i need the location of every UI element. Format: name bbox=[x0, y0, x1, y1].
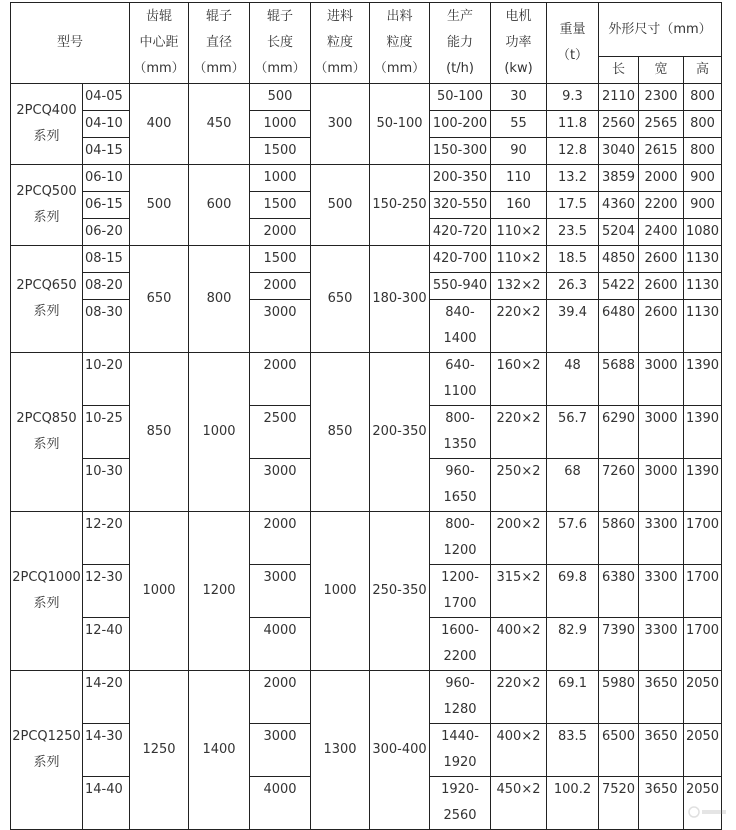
sub-model: 08-30 bbox=[83, 300, 130, 353]
capacity-line: 1200 bbox=[430, 538, 490, 564]
dim-length-value: 3859 bbox=[599, 165, 639, 192]
gear-center-value: 1250 bbox=[130, 671, 189, 830]
weight-value: 12.8 bbox=[547, 138, 599, 165]
series-name: 2PCQ500 系列 bbox=[11, 165, 83, 246]
feed-size-value: 1000 bbox=[311, 512, 370, 671]
dim-length-value: 5980 bbox=[599, 671, 639, 724]
capacity-value bbox=[430, 671, 491, 724]
motor-power-value: 315×2 bbox=[491, 565, 547, 618]
capacity-value: 550-940 bbox=[430, 273, 491, 300]
roll-diameter-value: 1000 bbox=[189, 353, 250, 512]
sub-model: 04-05 bbox=[83, 84, 130, 111]
dim-length-value: 5860 bbox=[599, 512, 639, 565]
dim-width-value: 2400 bbox=[639, 219, 684, 246]
dim-width-value: 3300 bbox=[639, 618, 684, 671]
roll-length-value: 2500 bbox=[250, 406, 311, 459]
roll-length-value: 1500 bbox=[250, 246, 311, 273]
dim-length-value: 4360 bbox=[599, 192, 639, 219]
gear-center-value: 850 bbox=[130, 353, 189, 512]
roll-length-value: 1000 bbox=[250, 111, 311, 138]
dim-length-value: 6500 bbox=[599, 724, 639, 777]
capacity-line: 1200- bbox=[430, 565, 490, 591]
header-dimensions: 外形尺寸（mm） bbox=[599, 3, 722, 57]
sub-model: 14-40 bbox=[83, 777, 130, 830]
header-length: 长 bbox=[599, 57, 639, 84]
motor-power-value: 400×2 bbox=[491, 618, 547, 671]
sub-model: 08-15 bbox=[83, 246, 130, 273]
dim-length-value: 5204 bbox=[599, 219, 639, 246]
capacity-value bbox=[430, 406, 491, 459]
weight-value: 26.3 bbox=[547, 273, 599, 300]
spec-table bbox=[10, 2, 722, 830]
weight-value: 83.5 bbox=[547, 724, 599, 777]
capacity-value: 200-350 bbox=[430, 165, 491, 192]
spec-body bbox=[11, 84, 722, 830]
dim-width-value: 2600 bbox=[639, 300, 684, 353]
weight-value: 11.8 bbox=[547, 111, 599, 138]
dim-height-value: 800 bbox=[684, 111, 722, 138]
header-model: 型号 bbox=[11, 3, 130, 84]
roll-length-value: 3000 bbox=[250, 724, 311, 777]
table-row bbox=[11, 671, 722, 724]
weight-value: 69.8 bbox=[547, 565, 599, 618]
feed-size-value: 500 bbox=[311, 165, 370, 246]
header-height: 高 bbox=[684, 57, 722, 84]
capacity-value: 420-700 bbox=[430, 246, 491, 273]
roll-diameter-value: 800 bbox=[189, 246, 250, 353]
sub-model: 12-20 bbox=[83, 512, 130, 565]
dim-height-value: 1130 bbox=[684, 300, 722, 353]
sub-model: 04-10 bbox=[83, 111, 130, 138]
dim-height-value: 1700 bbox=[684, 512, 722, 565]
roll-length-value: 1000 bbox=[250, 165, 311, 192]
capacity-value: 420-720 bbox=[430, 219, 491, 246]
capacity-value bbox=[430, 724, 491, 777]
dim-length-value: 6290 bbox=[599, 406, 639, 459]
capacity-value bbox=[430, 459, 491, 512]
sub-model: 10-20 bbox=[83, 353, 130, 406]
capacity-value: 320-550 bbox=[430, 192, 491, 219]
capacity-value bbox=[430, 618, 491, 671]
roll-diameter-value: 1400 bbox=[189, 671, 250, 830]
series-name: 2PCQ850 系列 bbox=[11, 353, 83, 512]
dim-width-value: 3300 bbox=[639, 565, 684, 618]
motor-power-value: 110 bbox=[491, 165, 547, 192]
weight-value: 13.2 bbox=[547, 165, 599, 192]
dim-width-value: 3650 bbox=[639, 671, 684, 724]
weight-value: 9.3 bbox=[547, 84, 599, 111]
motor-power-value: 450×2 bbox=[491, 777, 547, 830]
roll-length-value: 2000 bbox=[250, 512, 311, 565]
dim-height-value: 900 bbox=[684, 165, 722, 192]
weight-value: 48 bbox=[547, 353, 599, 406]
motor-power-value: 220×2 bbox=[491, 671, 547, 724]
dim-length-value: 7390 bbox=[599, 618, 639, 671]
dim-width-value: 2000 bbox=[639, 165, 684, 192]
table-row bbox=[11, 246, 722, 273]
capacity-line: 1600- bbox=[430, 618, 490, 644]
dim-width-value: 2200 bbox=[639, 192, 684, 219]
motor-power-value: 220×2 bbox=[491, 406, 547, 459]
roll-length-value: 2000 bbox=[250, 219, 311, 246]
capacity-value bbox=[430, 777, 491, 830]
series-name: 2PCQ1250 系列 bbox=[11, 671, 83, 830]
sub-model: 14-30 bbox=[83, 724, 130, 777]
table-row bbox=[11, 512, 722, 565]
motor-power-value: 110×2 bbox=[491, 219, 547, 246]
capacity-line: 2200 bbox=[430, 644, 490, 670]
dim-width-value: 2565 bbox=[639, 111, 684, 138]
discharge-size-value: 200-350 bbox=[370, 353, 430, 512]
gear-center-value: 650 bbox=[130, 246, 189, 353]
dim-width-value: 2600 bbox=[639, 246, 684, 273]
header-weight: 重量 （t） bbox=[547, 3, 599, 84]
dim-width-value: 2615 bbox=[639, 138, 684, 165]
dim-height-value: 1080 bbox=[684, 219, 722, 246]
gear-center-value: 500 bbox=[130, 165, 189, 246]
capacity-line: 1400 bbox=[430, 326, 490, 352]
roll-length-value: 3000 bbox=[250, 300, 311, 353]
motor-power-value: 90 bbox=[491, 138, 547, 165]
sub-model: 06-20 bbox=[83, 219, 130, 246]
roll-diameter-value: 1200 bbox=[189, 512, 250, 671]
sub-model: 10-25 bbox=[83, 406, 130, 459]
capacity-line: 800- bbox=[430, 512, 490, 538]
dim-length-value: 3040 bbox=[599, 138, 639, 165]
dim-length-value: 2560 bbox=[599, 111, 639, 138]
dim-height-value: 900 bbox=[684, 192, 722, 219]
series-name: 2PCQ650 系列 bbox=[11, 246, 83, 353]
feed-size-value: 650 bbox=[311, 246, 370, 353]
motor-power-value: 110×2 bbox=[491, 246, 547, 273]
capacity-line: 1440- bbox=[430, 724, 490, 750]
dim-length-value: 5688 bbox=[599, 353, 639, 406]
sub-model: 06-15 bbox=[83, 192, 130, 219]
capacity-line: 1920- bbox=[430, 777, 490, 803]
motor-power-value: 132×2 bbox=[491, 273, 547, 300]
roll-diameter-value: 450 bbox=[189, 84, 250, 165]
dim-width-value: 3000 bbox=[639, 353, 684, 406]
gear-center-value: 1000 bbox=[130, 512, 189, 671]
weight-value: 69.1 bbox=[547, 671, 599, 724]
capacity-line: 1100 bbox=[430, 379, 490, 405]
dim-height-value: 800 bbox=[684, 138, 722, 165]
dim-height-value: 1390 bbox=[684, 353, 722, 406]
capacity-line: 1350 bbox=[430, 432, 490, 458]
dim-height-value: 1130 bbox=[684, 246, 722, 273]
gear-center-value: 400 bbox=[130, 84, 189, 165]
header-motor-power: 电机 功率 (kw) bbox=[491, 3, 547, 84]
header-feed-size: 进料 粒度 （mm） bbox=[311, 3, 370, 84]
dim-length-value: 6480 bbox=[599, 300, 639, 353]
dim-length-value: 4850 bbox=[599, 246, 639, 273]
dim-height-value: 1130 bbox=[684, 273, 722, 300]
roll-diameter-value: 600 bbox=[189, 165, 250, 246]
watermark-logo bbox=[688, 805, 728, 819]
table-row bbox=[11, 353, 722, 406]
header-width: 宽 bbox=[639, 57, 684, 84]
weight-value: 18.5 bbox=[547, 246, 599, 273]
sub-model: 10-30 bbox=[83, 459, 130, 512]
series-name: 2PCQ1000 系列 bbox=[11, 512, 83, 671]
weight-value: 56.7 bbox=[547, 406, 599, 459]
dim-length-value: 7520 bbox=[599, 777, 639, 830]
dim-height-value: 1390 bbox=[684, 406, 722, 459]
sub-model: 08-20 bbox=[83, 273, 130, 300]
roll-length-value: 3000 bbox=[250, 459, 311, 512]
weight-value: 100.2 bbox=[547, 777, 599, 830]
motor-power-value: 160 bbox=[491, 192, 547, 219]
capacity-value bbox=[430, 300, 491, 353]
motor-power-value: 30 bbox=[491, 84, 547, 111]
capacity-value bbox=[430, 353, 491, 406]
capacity-line: 2560 bbox=[430, 803, 490, 829]
motor-power-value: 160×2 bbox=[491, 353, 547, 406]
header-row bbox=[11, 3, 722, 57]
sub-model: 12-30 bbox=[83, 565, 130, 618]
header-gear-center: 齿辊 中心距 （mm） bbox=[130, 3, 189, 84]
capacity-line: 1920 bbox=[430, 750, 490, 776]
capacity-value bbox=[430, 512, 491, 565]
roll-length-value: 4000 bbox=[250, 777, 311, 830]
table-row bbox=[11, 84, 722, 111]
capacity-line: 640- bbox=[430, 353, 490, 379]
capacity-value: 150-300 bbox=[430, 138, 491, 165]
dim-width-value: 2300 bbox=[639, 84, 684, 111]
motor-power-value: 250×2 bbox=[491, 459, 547, 512]
sub-model: 14-20 bbox=[83, 671, 130, 724]
motor-power-value: 400×2 bbox=[491, 724, 547, 777]
dim-width-value: 3300 bbox=[639, 512, 684, 565]
feed-size-value: 300 bbox=[311, 84, 370, 165]
dim-height-value: 1700 bbox=[684, 618, 722, 671]
capacity-value: 100-200 bbox=[430, 111, 491, 138]
capacity-line: 800- bbox=[430, 406, 490, 432]
sub-model: 12-40 bbox=[83, 618, 130, 671]
dim-length-value: 5422 bbox=[599, 273, 639, 300]
table-row bbox=[11, 165, 722, 192]
motor-power-value: 200×2 bbox=[491, 512, 547, 565]
discharge-size-value: 250-350 bbox=[370, 512, 430, 671]
dim-width-value: 3650 bbox=[639, 724, 684, 777]
weight-value: 68 bbox=[547, 459, 599, 512]
dim-length-value: 7260 bbox=[599, 459, 639, 512]
series-name: 2PCQ400 系列 bbox=[11, 84, 83, 165]
weight-value: 17.5 bbox=[547, 192, 599, 219]
discharge-size-value: 180-300 bbox=[370, 246, 430, 353]
dim-width-value: 3000 bbox=[639, 459, 684, 512]
capacity-line: 960- bbox=[430, 459, 490, 485]
roll-length-value: 500 bbox=[250, 84, 311, 111]
roll-length-value: 1500 bbox=[250, 138, 311, 165]
discharge-size-value: 50-100 bbox=[370, 84, 430, 165]
feed-size-value: 850 bbox=[311, 353, 370, 512]
capacity-line: 1700 bbox=[430, 591, 490, 617]
roll-length-value: 4000 bbox=[250, 618, 311, 671]
dim-height-value: 2050 bbox=[684, 724, 722, 777]
dim-height-value: 1390 bbox=[684, 459, 722, 512]
weight-value: 57.6 bbox=[547, 512, 599, 565]
roll-length-value: 2000 bbox=[250, 273, 311, 300]
weight-value: 39.4 bbox=[547, 300, 599, 353]
dim-width-value: 3650 bbox=[639, 777, 684, 830]
weight-value: 82.9 bbox=[547, 618, 599, 671]
weight-value: 23.5 bbox=[547, 219, 599, 246]
header-discharge-size: 出料 粒度 （mm） bbox=[370, 3, 430, 84]
header-capacity: 生产 能力 (t/h) bbox=[430, 3, 491, 84]
dim-height-value: 2050 bbox=[684, 671, 722, 724]
feed-size-value: 1300 bbox=[311, 671, 370, 830]
motor-power-value: 220×2 bbox=[491, 300, 547, 353]
roll-length-value: 3000 bbox=[250, 565, 311, 618]
dim-length-value: 6380 bbox=[599, 565, 639, 618]
sub-model: 06-10 bbox=[83, 165, 130, 192]
dim-length-value: 2110 bbox=[599, 84, 639, 111]
capacity-value: 50-100 bbox=[430, 84, 491, 111]
roll-length-value: 1500 bbox=[250, 192, 311, 219]
discharge-size-value: 150-250 bbox=[370, 165, 430, 246]
dim-height-value: 1700 bbox=[684, 565, 722, 618]
capacity-value bbox=[430, 565, 491, 618]
roll-length-value: 2000 bbox=[250, 353, 311, 406]
sub-model: 04-15 bbox=[83, 138, 130, 165]
capacity-line: 1280 bbox=[430, 697, 490, 723]
capacity-line: 840- bbox=[430, 300, 490, 326]
capacity-line: 960- bbox=[430, 671, 490, 697]
header-roll-length: 辊子 长度 （mm） bbox=[250, 3, 311, 84]
roll-length-value: 2000 bbox=[250, 671, 311, 724]
motor-power-value: 55 bbox=[491, 111, 547, 138]
header-roll-diameter: 辊子 直径 （mm） bbox=[189, 3, 250, 84]
dim-width-value: 2600 bbox=[639, 273, 684, 300]
dim-width-value: 3000 bbox=[639, 406, 684, 459]
discharge-size-value: 300-400 bbox=[370, 671, 430, 830]
capacity-line: 1650 bbox=[430, 485, 490, 511]
dim-height-value: 800 bbox=[684, 84, 722, 111]
dim-height-value: 2050 bbox=[684, 777, 722, 830]
